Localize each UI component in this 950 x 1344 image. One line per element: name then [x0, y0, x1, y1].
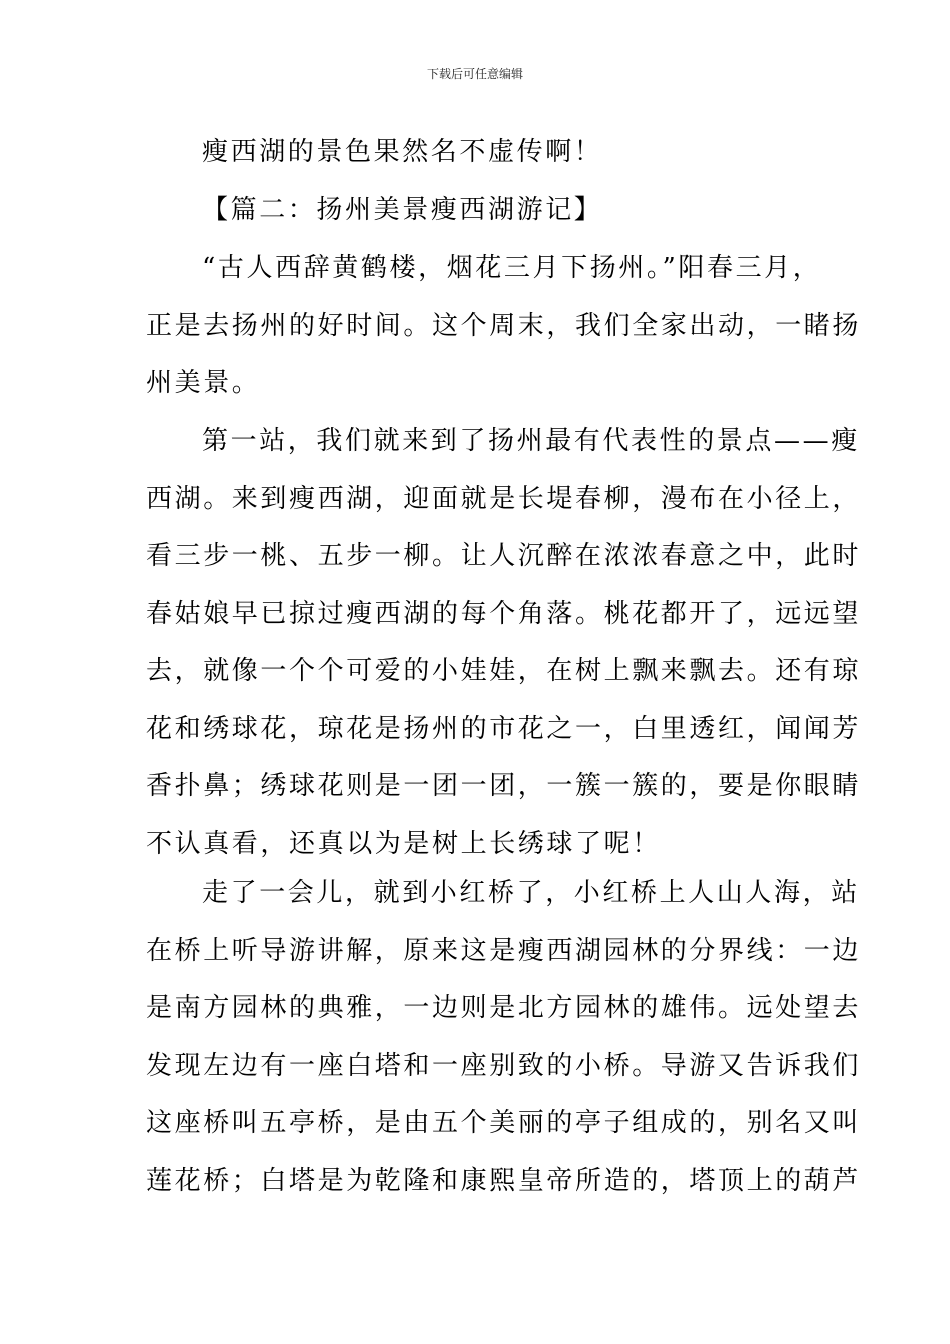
- text-line: 是南方园林的典雅，一边则是北方园林的雄伟。远处望去: [146, 993, 862, 1023]
- section-title: [146, 182, 812, 240]
- text-line: 州美景。: [146, 368, 261, 398]
- text-line: 香扑鼻；绣球花则是一团一团，一簇一簇的，要是你眼睛: [146, 771, 862, 801]
- text-line: 春姑娘早已掠过瘦西湖的每个角落。桃花都开了，远远望: [146, 598, 862, 629]
- text-line: 不认真看，还真以为是树上长绣球了呢！: [146, 828, 661, 859]
- paragraph-intro: [146, 240, 862, 413]
- text-line: 发现左边有一座白塔和一座别致的小桥。导游又告诉我们: [146, 1050, 862, 1081]
- text-line: 花和绣球花，琼花是扬州的市花之一，白里透红，闻闻芳: [146, 713, 862, 744]
- text-line: 走了一会儿，就到小红桥了，小红桥上人山人海，站: [202, 878, 860, 908]
- text-line: 瘦西湖的景色果然名不虚传啊！: [202, 137, 603, 167]
- text-line: 西湖。来到瘦西湖，迎面就是长堤春柳，漫布在小径上，: [146, 483, 862, 514]
- text-line: 【篇二：扬州美景瘦西湖游记】: [202, 195, 603, 225]
- paragraph-first-stop: [146, 413, 862, 873]
- text-line: 去，就像一个个可爱的小娃娃，在树上飘来飘去。还有琼: [146, 656, 862, 686]
- text-line: 正是去扬州的好时间。这个周末，我们全家出动，一睹扬: [146, 310, 862, 341]
- paragraph-closing-remark: [146, 124, 812, 182]
- paragraph-little-red-bridge: [146, 865, 862, 1210]
- page-header-note: 下载后可任意编辑: [426, 67, 523, 81]
- text-line: “古人西辞黄鹤楼，烟花三月下扬州。”阳春三月，: [202, 253, 822, 283]
- text-line: 莲花桥；白塔是为乾隆和康熙皇帝所造的，塔顶上的葫芦: [146, 1165, 862, 1196]
- text-line: 在桥上听导游讲解，原来这是瘦西湖园林的分界线：一边: [146, 935, 862, 966]
- text-line: 第一站，我们就来到了扬州最有代表性的景点——瘦: [202, 426, 860, 456]
- text-line: 这座桥叫五亭桥，是由五个美丽的亭子组成的，别名又叫: [146, 1108, 862, 1138]
- text-line: 看三步一桃、五步一柳。让人沉醉在浓浓春意之中，此时: [146, 541, 862, 571]
